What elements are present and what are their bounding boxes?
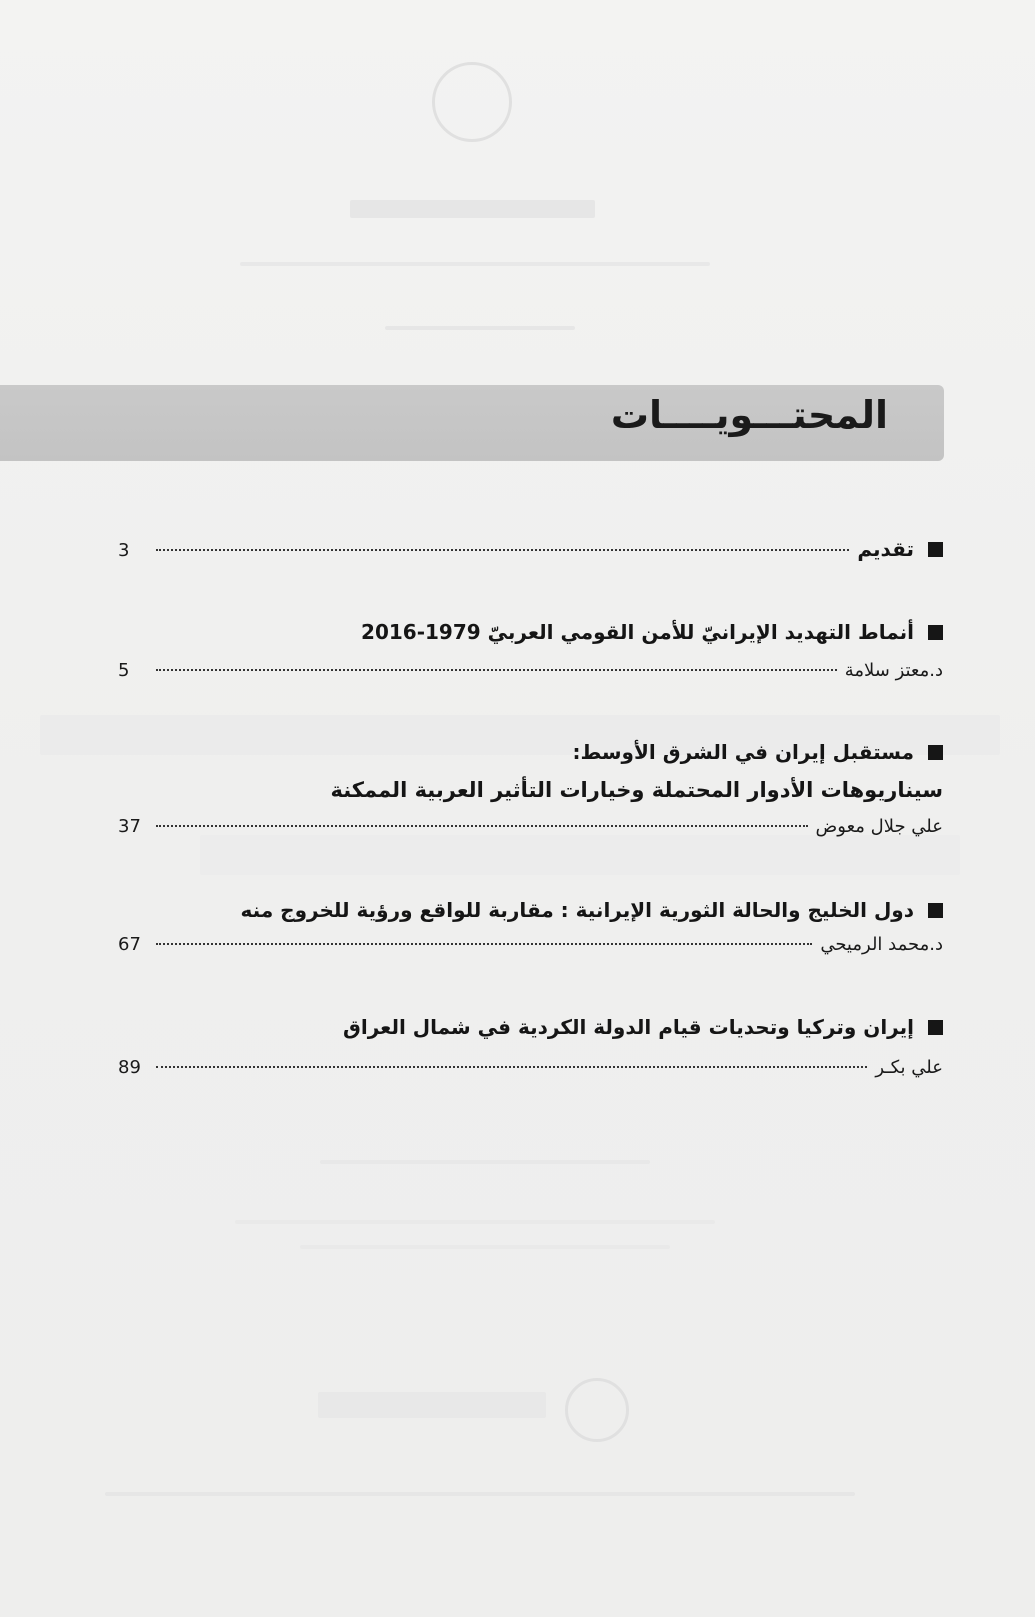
bleed-through-line	[318, 1392, 546, 1418]
square-bullet-icon	[928, 1020, 943, 1035]
entry-author: د.محمد الرميحي	[820, 934, 943, 955]
bleed-through-line	[320, 1160, 650, 1164]
bleed-through-line	[105, 1492, 855, 1496]
entry-title: إيران وتركيا وتحديات قيام الدولة الكردية في شمال العراق	[342, 1015, 914, 1039]
toc-entry[interactable]	[118, 898, 943, 955]
dot-leader	[156, 669, 837, 671]
bleed-through-line	[200, 835, 960, 875]
entry-title: مستقبل إيران في الشرق الأوسط:	[572, 740, 914, 764]
entry-title: أنماط التهديد الإيرانيّ للأمن القومي العربيّ 1979-2016	[361, 620, 914, 644]
square-bullet-icon	[928, 903, 943, 918]
toc-entry[interactable]	[118, 1015, 943, 1078]
entry-title: دول الخليج والحالة الثورية الإيرانية : مقاربة للواقع ورؤية للخروج منه	[240, 898, 914, 922]
dot-leader	[156, 1066, 867, 1068]
entry-title: تقديم	[857, 537, 914, 561]
page-number: 5	[118, 660, 130, 681]
square-bullet-icon	[928, 745, 943, 760]
page-number: 89	[118, 1057, 141, 1078]
entry-author: د.معتز سلامة	[844, 660, 943, 681]
bleed-through-emblem	[432, 62, 512, 142]
page-number: 3	[118, 540, 130, 561]
page-number: 67	[118, 934, 141, 955]
bleed-through-logo	[565, 1378, 629, 1442]
toc-entry[interactable]	[118, 620, 943, 681]
square-bullet-icon	[928, 542, 943, 557]
page-number: 37	[118, 816, 141, 837]
square-bullet-icon	[928, 625, 943, 640]
contents-title: المحتـــويــــات	[610, 393, 888, 437]
toc-entry[interactable]	[118, 740, 943, 837]
entry-author: علي جلال معوض	[815, 816, 943, 837]
toc-entry[interactable]	[118, 537, 943, 561]
bleed-through-line	[235, 1220, 715, 1224]
bleed-through-line	[350, 200, 595, 218]
contents-title-band	[0, 385, 944, 461]
entry-subtitle: سيناريوهات الأدوار المحتملة وخيارات التأثير العربية الممكنة	[330, 778, 943, 802]
bleed-through-line	[300, 1245, 670, 1249]
bleed-through-line	[240, 262, 710, 266]
bleed-through-line	[385, 326, 575, 330]
dot-leader	[156, 549, 849, 551]
dot-leader	[156, 825, 808, 827]
entry-author: علي بكـر	[875, 1057, 943, 1078]
dot-leader	[156, 943, 812, 945]
